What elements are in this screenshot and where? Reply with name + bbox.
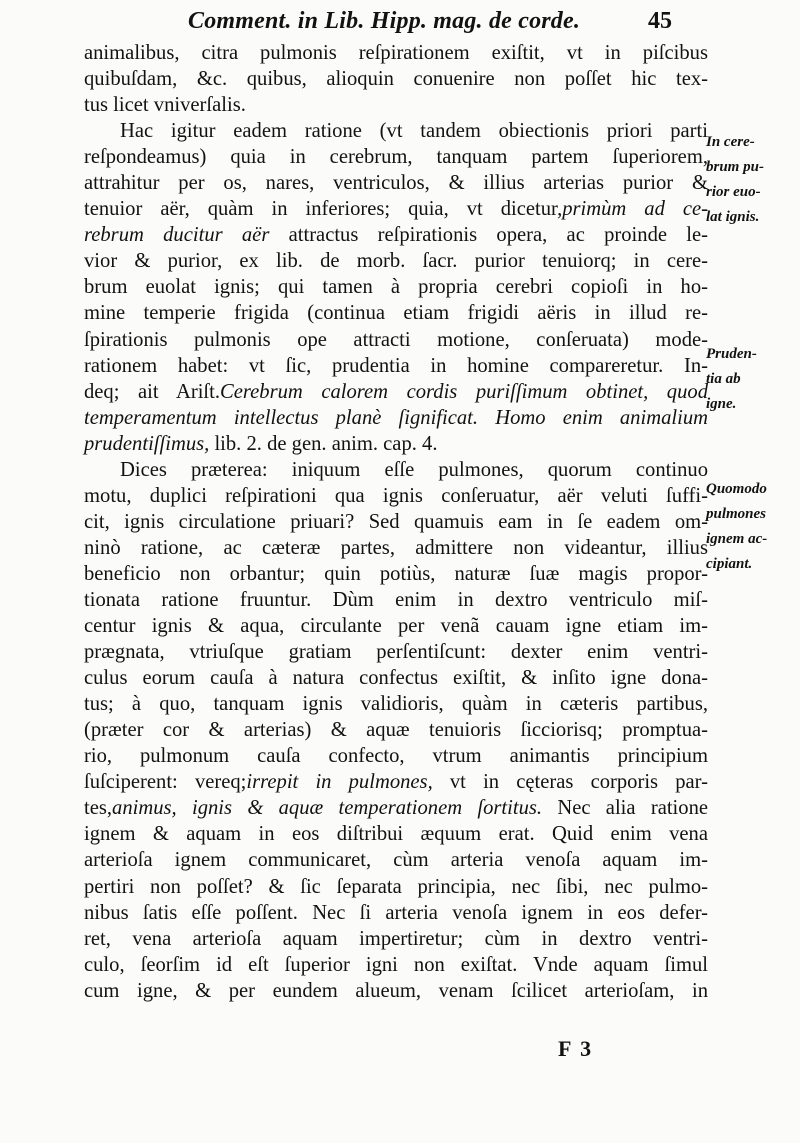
text-line xyxy=(84,769,708,795)
text-line xyxy=(84,196,708,222)
margin-note-pulmones xyxy=(706,477,796,577)
roman-run: cum igne, & per eundem alueum, venam ſcilicet arterioſam, in xyxy=(84,979,708,1002)
roman-run: prægnata, vtriuſque gratiam perſentiſcunt: dexter enim ventri- xyxy=(84,641,708,664)
roman-run: nibus ſatis eſſe poſſent. Nec ſi arteria venoſa ignem in eos defer- xyxy=(84,901,708,924)
roman-run: ſuſciperent: vereq; xyxy=(84,771,247,794)
roman-run: ignem & aquam in eos diſtribui æquum erat. Quid enim vena xyxy=(84,823,708,846)
roman-run: culus eorum cauſa à natura confectus exiſtit, & inſito igne dona- xyxy=(84,667,708,690)
roman-run: ninò ratione, ac cæteræ partes, admittere non videantur, illius xyxy=(84,536,708,559)
roman-run: beneficio non orbantur; quin potiùs, naturæ ſuæ magis propor- xyxy=(84,562,708,585)
margin-note-line: Pruden- xyxy=(706,346,757,362)
margin-note-line: rior euo- xyxy=(706,184,761,200)
margin-note-line: lat ignis. xyxy=(706,209,760,225)
roman-run: lib. 2. de gen. anim. cap. 4. xyxy=(209,432,438,455)
roman-run: tus; à quo, tanquam ignis validioris, quàm in cæteris partibus, xyxy=(84,693,708,716)
text-line xyxy=(84,170,708,196)
text-line xyxy=(84,431,708,457)
text-line xyxy=(84,405,708,431)
main-text-block xyxy=(84,40,708,1004)
roman-run: tes, xyxy=(84,797,113,820)
roman-run: quibuſdam, &c. quibus, alioquin conuenire non poſſet hic tex- xyxy=(84,68,708,91)
text-line xyxy=(84,118,708,144)
text-line xyxy=(84,327,708,353)
roman-run: brum euolat ignis; qui tamen à propria cerebri copioſi in ho- xyxy=(84,276,708,299)
text-line xyxy=(84,509,708,535)
text-line xyxy=(84,691,708,717)
roman-run: deq; ait Ariſt. xyxy=(84,380,221,403)
text-line xyxy=(84,483,708,509)
margin-note-line: igne. xyxy=(706,396,737,412)
roman-run: reſpondeamus) quia in cerebrum, tanquam partem ſuperiorem, xyxy=(84,146,708,169)
roman-run: attrahitur per os, nares, ventriculos, & illius arterias purior & xyxy=(84,172,708,195)
margin-note-line: In cere- xyxy=(706,134,755,150)
roman-run: arterioſa ignem communicaret, cùm arteria venoſa aquam im- xyxy=(84,849,708,872)
roman-run: Hac igitur eadem ratione (vt tandem obiectionis priori parti xyxy=(120,120,708,143)
text-line xyxy=(84,222,708,248)
roman-run: cit, ignis circulatione priuari? Sed quamuis eam in ſe eadem om- xyxy=(84,510,708,533)
text-line xyxy=(84,900,708,926)
text-line xyxy=(84,40,708,66)
text-line xyxy=(84,379,708,405)
text-line xyxy=(84,795,708,821)
roman-run: tenuior aër, quàm in inferiores; quia, vt dicetur, xyxy=(84,198,563,221)
roman-run: Dices præterea: iniquum eſſe pulmones, quorum continuo xyxy=(120,458,708,481)
text-line xyxy=(84,613,708,639)
roman-run: ſpirationis pulmonis ope attracti motione, conſeruata) mode- xyxy=(84,328,708,351)
page-number: 45 xyxy=(648,8,672,34)
roman-run: vt in cęteras corporis par- xyxy=(432,771,708,794)
roman-run: rationem habet: vt ſic, prudentia in homine compareretur. In- xyxy=(84,354,708,377)
margin-note-line: pulmones xyxy=(706,506,767,522)
italic-run: temperamentum intellectus planè ſignificat. Homo enim animalium xyxy=(84,406,708,429)
roman-run: tus licet vniverſalis. xyxy=(84,94,246,117)
roman-run: pertiri non poſſet? & ſic ſeparata principia, nec ſibi, nec pulmo- xyxy=(84,875,708,898)
text-line xyxy=(84,978,708,1004)
text-line xyxy=(84,743,708,769)
roman-run: Nec alia ratione xyxy=(542,797,709,820)
text-line xyxy=(84,952,708,978)
margin-note-line: Quomodo xyxy=(706,481,767,497)
text-line xyxy=(84,561,708,587)
roman-run: ret, vena arterioſa aquam impertiretur; cùm in dextro ventri- xyxy=(84,927,708,950)
roman-run: animalibus, citra pulmonis reſpirationem exiſtit, vt in piſcibus xyxy=(84,42,708,64)
text-line xyxy=(84,300,708,326)
text-line xyxy=(84,874,708,900)
italic-run: irrepit in pulmones, xyxy=(246,771,433,794)
text-line xyxy=(84,248,708,274)
roman-run: vior & purior, ex lib. de morb. ſacr. purior tenuiorq; in cere- xyxy=(84,250,708,273)
text-line xyxy=(84,274,708,300)
margin-note-line: brum pu- xyxy=(706,159,764,175)
roman-run: mine temperie frigida (continua etiam frigidi aëris in illud re- xyxy=(84,302,708,325)
text-line xyxy=(84,587,708,613)
roman-run: centur ignis & aqua, circulante per venã cauam igne etiam im- xyxy=(84,615,708,638)
text-line xyxy=(84,92,708,118)
italic-run: primùm ad ce- xyxy=(562,198,708,221)
roman-run: (præter cor & arterias) & aquæ tenuioris ſicciorisq; promptua- xyxy=(84,719,708,742)
text-line xyxy=(84,665,708,691)
text-line xyxy=(84,457,708,483)
roman-run: culo, ſeorſim id eſt ſuperior igni non exiſtat. Vnde aquam ſimul xyxy=(84,953,708,976)
text-line xyxy=(84,144,708,170)
text-line xyxy=(84,717,708,743)
text-line xyxy=(84,821,708,847)
signature-mark: F 3 xyxy=(558,1036,594,1061)
running-title: Comment. in Lib. Hipp. mag. de corde. xyxy=(188,8,581,34)
text-line xyxy=(84,353,708,379)
italic-run: rebrum ducitur aër xyxy=(84,224,270,247)
italic-run: prudentiſſimus, xyxy=(84,432,210,455)
margin-note-prudentia xyxy=(706,342,796,417)
text-line xyxy=(84,926,708,952)
italic-run: animus, ignis & aquæ temperationem ſortitus. xyxy=(112,797,543,820)
margin-note-line: tia ab xyxy=(706,371,741,387)
roman-run: attractus reſpirationis opera, ac proinde le- xyxy=(269,224,708,247)
margin-note-cerebrum xyxy=(706,130,796,230)
margin-note-line: ignem ac- xyxy=(706,531,768,547)
roman-run: motu, duplici reſpirationi qua ignis conſeruatur, aër veluti ſuffi- xyxy=(84,484,708,507)
roman-run: rio, pulmonum cauſa confecto, vtrum animantis principium xyxy=(84,745,708,768)
text-line xyxy=(84,535,708,561)
text-line xyxy=(84,66,708,92)
roman-run: tionata ratione fruuntur. Dùm enim in dextro ventriculo miſ- xyxy=(84,588,708,611)
text-line xyxy=(84,639,708,665)
margin-note-line: cipiant. xyxy=(706,556,753,572)
italic-run: Cerebrum calorem cordis puriſſimum obtinet, quod xyxy=(220,380,708,403)
text-line xyxy=(84,847,708,873)
